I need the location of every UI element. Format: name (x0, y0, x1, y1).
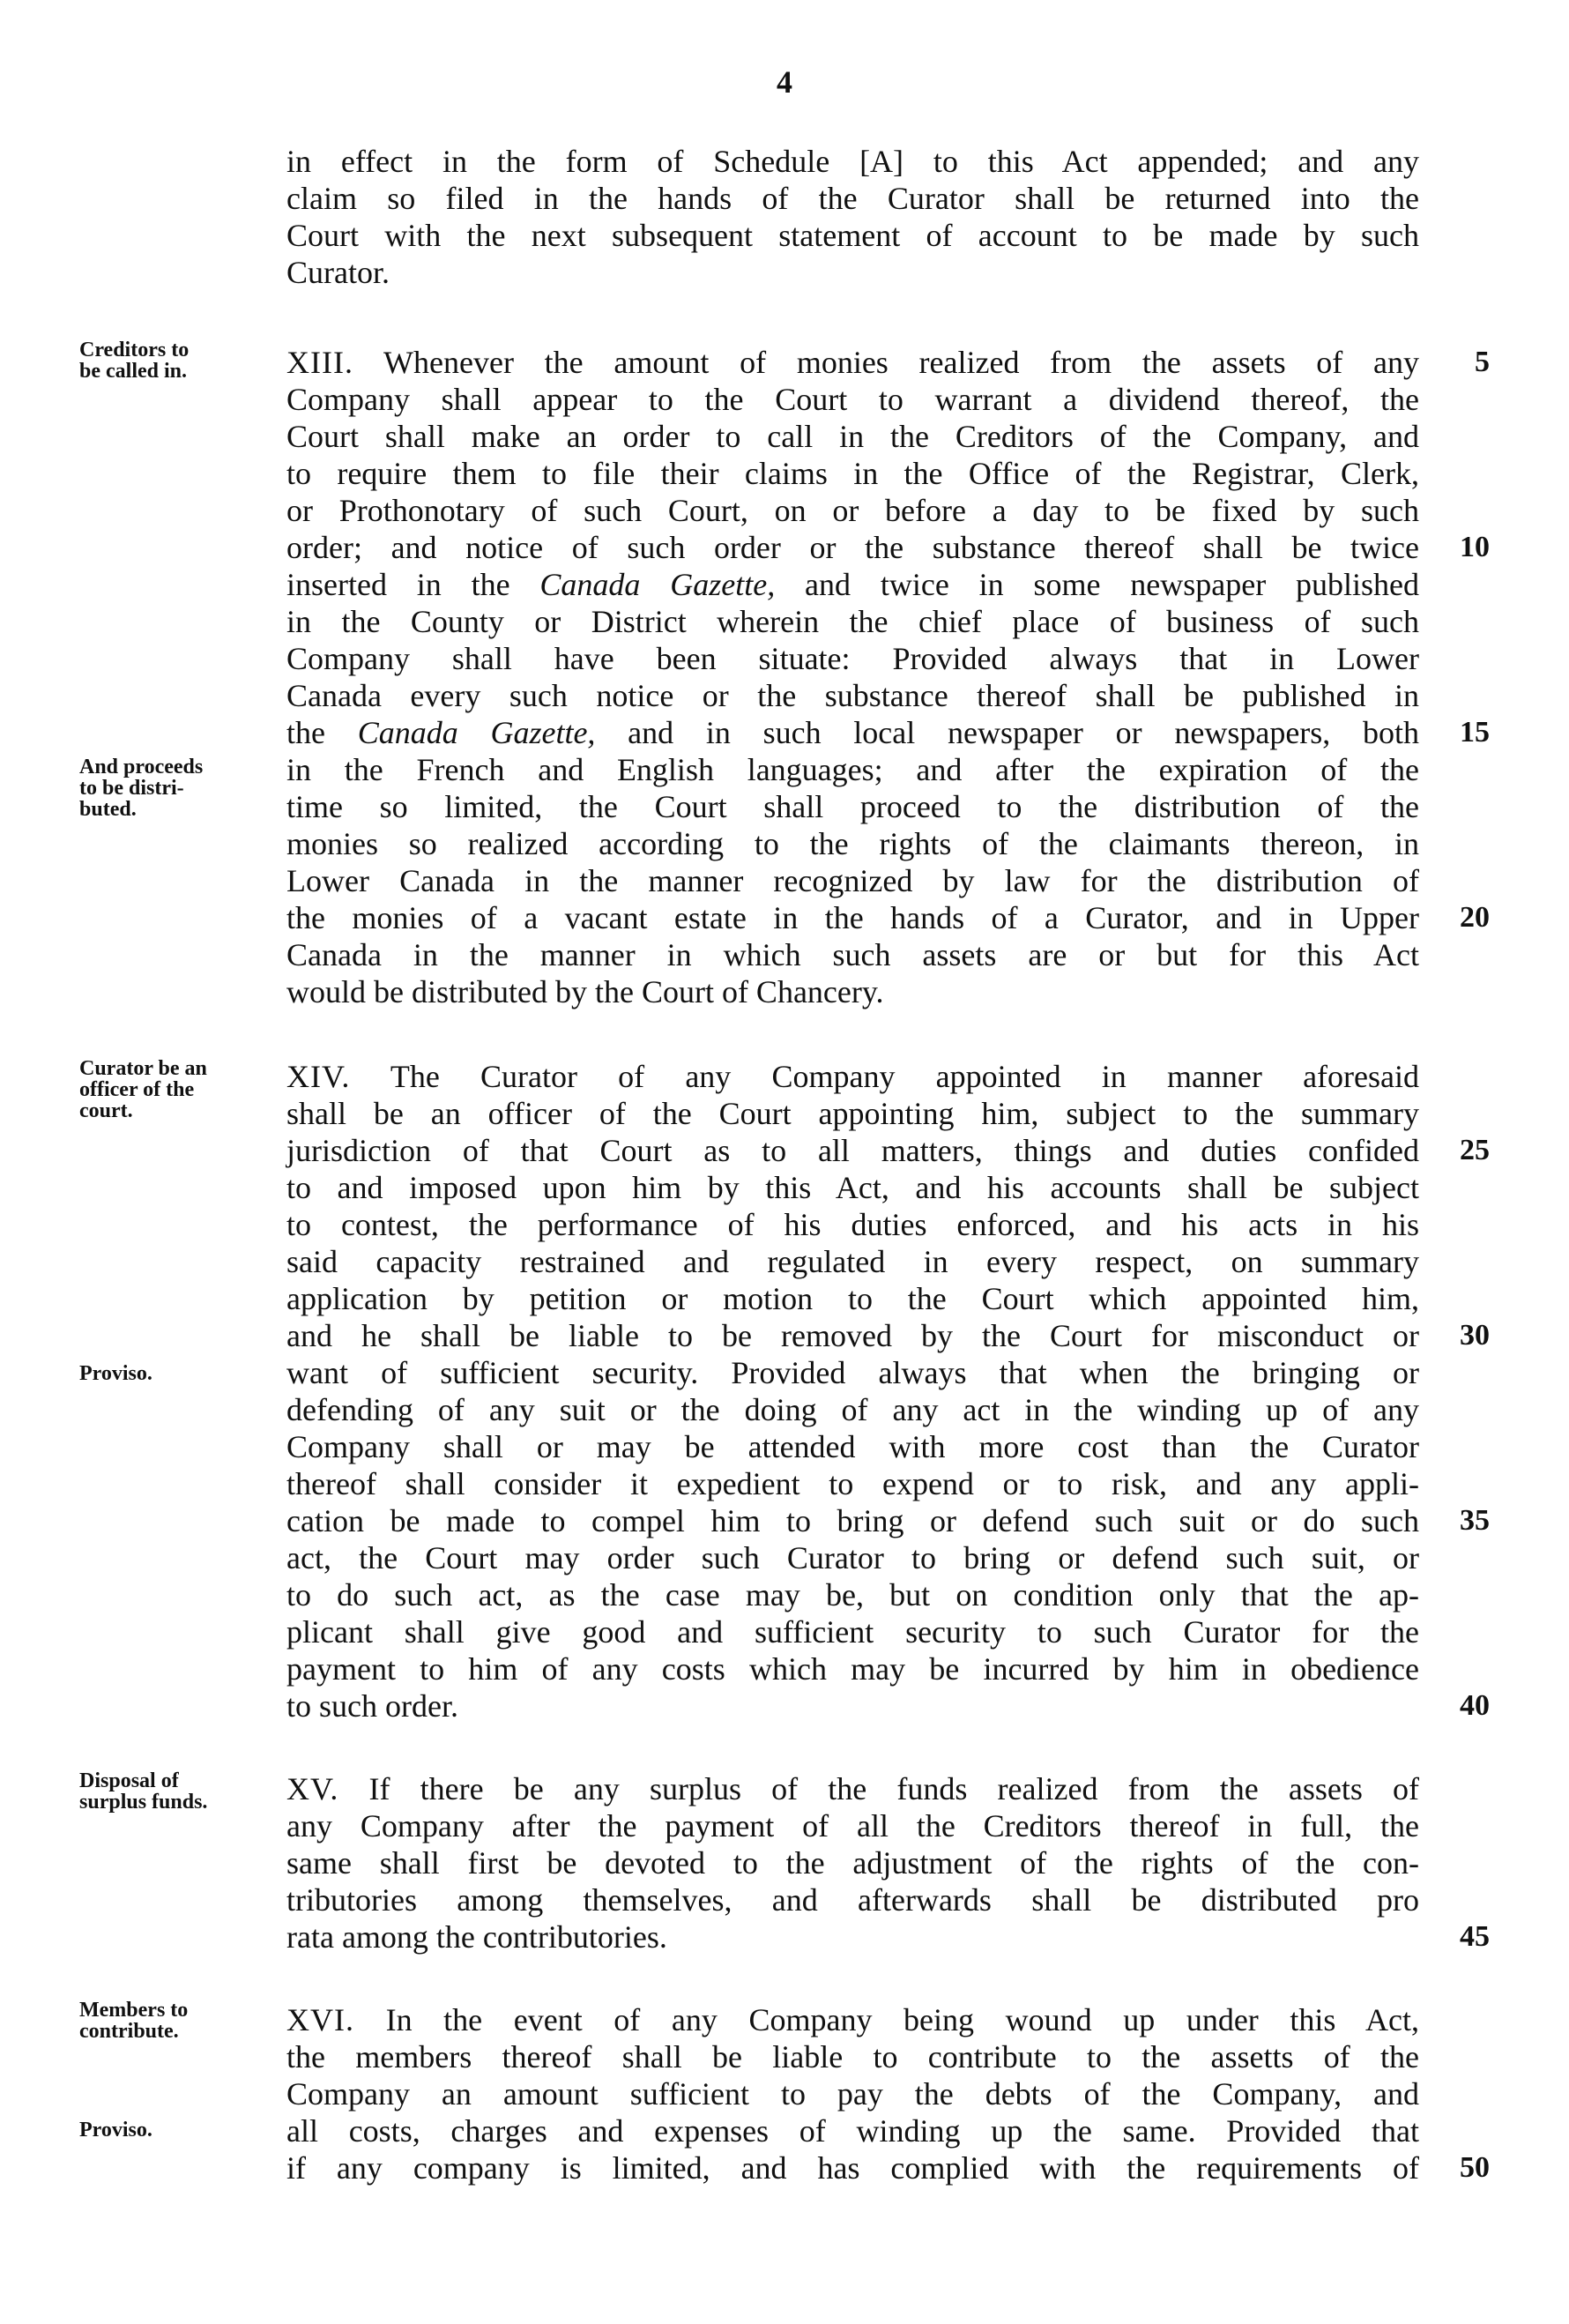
text-line: Canada every such notice or the substance thereof shall be published in (286, 678, 1419, 713)
text-line: payment to him of any costs which may be incurred by him in obedience (286, 1651, 1419, 1687)
text-line: Curator. (286, 255, 390, 290)
margin-note-surplus: Disposal of surplus funds. (79, 1769, 208, 1814)
text-line: and he shall be liable to be removed by the Court for misconduct or (286, 1318, 1419, 1353)
text-line-section-xvi (286, 2001, 1419, 2038)
text-line: plicant shall give good and sufficient security to such Curator for the (286, 1614, 1419, 1650)
text-line: to require them to file their claims in the Office of the Registrar, Clerk, (286, 456, 1419, 491)
text-line: time so limited, the Court shall proceed to the distribution of the (286, 789, 1419, 824)
line-text: the (286, 715, 358, 750)
line-text: Whenever the amount of monies realized from the assets of any (353, 345, 1419, 380)
text-line: Court shall make an order to call in the Creditors of the Company, and (286, 419, 1419, 454)
section-number: XIII. (286, 345, 353, 380)
text-line: to such order. (286, 1688, 458, 1724)
text-line: Canada in the manner in which such assets are or but for this Act (286, 937, 1419, 972)
line-number: 40 (1460, 1689, 1490, 1722)
text-line: in the County or District wherein the chief place of business of such (286, 604, 1419, 639)
text-line: application by petition or motion to the Court which appointed him, (286, 1281, 1419, 1316)
text-line: Company an amount sufficient to pay the debts of the Company, and (286, 2076, 1419, 2112)
text-line: jurisdiction of that Court as to all matters, things and duties confided (286, 1133, 1419, 1168)
margin-note-proviso: Proviso. (79, 2119, 152, 2142)
text-line: Lower Canada in the manner recognized by law for the distribution of (286, 863, 1419, 898)
text-line (286, 714, 1419, 751)
text-line: monies so realized according to the rights of the claimants thereon, in (286, 826, 1419, 861)
text-line: same shall first be devoted to the adjustment of the rights of the con- (286, 1845, 1419, 1881)
italic-text: Canada Gazette, (539, 567, 776, 602)
text-line: said capacity restrained and regulated in every respect, on summary (286, 1244, 1419, 1279)
text-line: Company shall or may be attended with more cost than the Curator (286, 1429, 1419, 1464)
text-line: would be distributed by the Court of Chancery. (286, 974, 884, 1009)
line-number: 35 (1460, 1504, 1490, 1537)
text-line: in the French and English languages; and after the expiration of the (286, 752, 1419, 787)
text-line-section-xiv (286, 1058, 1419, 1095)
line-number: 50 (1460, 2151, 1490, 2184)
text-line: rata among the contributories. (286, 1919, 667, 1955)
section-number: XVI. (286, 2002, 354, 2037)
text-line: cation be made to compel him to bring or defend such suit or do such (286, 1503, 1419, 1538)
line-text: If there be any surplus of the funds realized from the assets of (338, 1771, 1419, 1806)
line-number: 5 (1475, 346, 1490, 378)
text-line-section-xiii (286, 344, 1419, 381)
margin-note-curator: Curator be an officer of the court. (79, 1057, 207, 1122)
line-number: 15 (1460, 716, 1490, 749)
line-text: inserted in the (286, 567, 540, 602)
text-line: if any company is limited, and has complied with the requirements of (286, 2150, 1419, 2186)
margin-note-creditors: Creditors to be called in. (79, 339, 190, 383)
text-line: Company shall have been situate: Provided always that in Lower (286, 641, 1419, 676)
text-line: order; and notice of such order or the substance thereof shall be twice (286, 530, 1419, 565)
text-line: thereof shall consider it expedient to expend or to risk, and any appli- (286, 1466, 1419, 1501)
text-line: shall be an officer of the Court appointing him, subject to the summary (286, 1096, 1419, 1131)
text-line: to and imposed upon him by this Act, and his accounts shall be subject (286, 1170, 1419, 1205)
line-number: 45 (1460, 1920, 1490, 1953)
text-line: or Prothonotary of such Court, on or before a day to be fixed by such (286, 493, 1419, 528)
line-text: and in such local newspaper or newspapers, both (595, 715, 1420, 750)
text-line: tributories among themselves, and afterwards shall be distributed pro (286, 1882, 1419, 1918)
text-line: act, the Court may order such Curator to bring or defend such suit, or (286, 1540, 1419, 1575)
text-line: Court with the next subsequent statement of account to be made by such (286, 218, 1419, 253)
text-line: the monies of a vacant estate in the hands of a Curator, and in Upper (286, 900, 1419, 935)
italic-text: Canada Gazette, (357, 715, 596, 750)
line-number: 20 (1460, 901, 1490, 934)
text-line: want of sufficient security. Provided always that when the bringing or (286, 1355, 1419, 1390)
text-line: all costs, charges and expenses of winding up the same. Provided that (286, 2113, 1419, 2149)
text-line: in effect in the form of Schedule [A] to this Act appended; and any (286, 144, 1419, 179)
text-line: to do such act, as the case may be, but on condition only that the ap- (286, 1577, 1419, 1613)
line-number: 25 (1460, 1134, 1490, 1166)
line-text: In the event of any Company being wound up under this Act, (353, 2002, 1419, 2037)
text-line: any Company after the payment of all the Creditors thereof in full, the (286, 1808, 1419, 1844)
line-number: 10 (1460, 531, 1490, 563)
text-line: to contest, the performance of his duties enforced, and his acts in his (286, 1207, 1419, 1242)
section-number: XV. (286, 1771, 339, 1806)
margin-note-proceeds: And proceeds to be distri- buted. (79, 756, 204, 821)
margin-note-members: Members to contribute. (79, 1999, 189, 2043)
line-text: The Curator of any Company appointed in manner aforesaid (350, 1059, 1419, 1094)
section-number: XIV. (286, 1059, 351, 1094)
text-line: Company shall appear to the Court to warrant a dividend thereof, the (286, 382, 1419, 417)
text-line: the members thereof shall be liable to contribute to the assetts of the (286, 2039, 1419, 2074)
text-line: defending of any suit or the doing of any act in the winding up of any (286, 1392, 1419, 1427)
line-number: 30 (1460, 1319, 1490, 1352)
text-line: claim so filed in the hands of the Curator shall be returned into the (286, 181, 1419, 216)
margin-note-proviso: Proviso. (79, 1362, 152, 1385)
text-line (286, 566, 1419, 603)
page-number: 4 (777, 64, 792, 100)
line-text: and twice in some newspaper published (775, 567, 1419, 602)
text-line-section-xv (286, 1770, 1419, 1807)
